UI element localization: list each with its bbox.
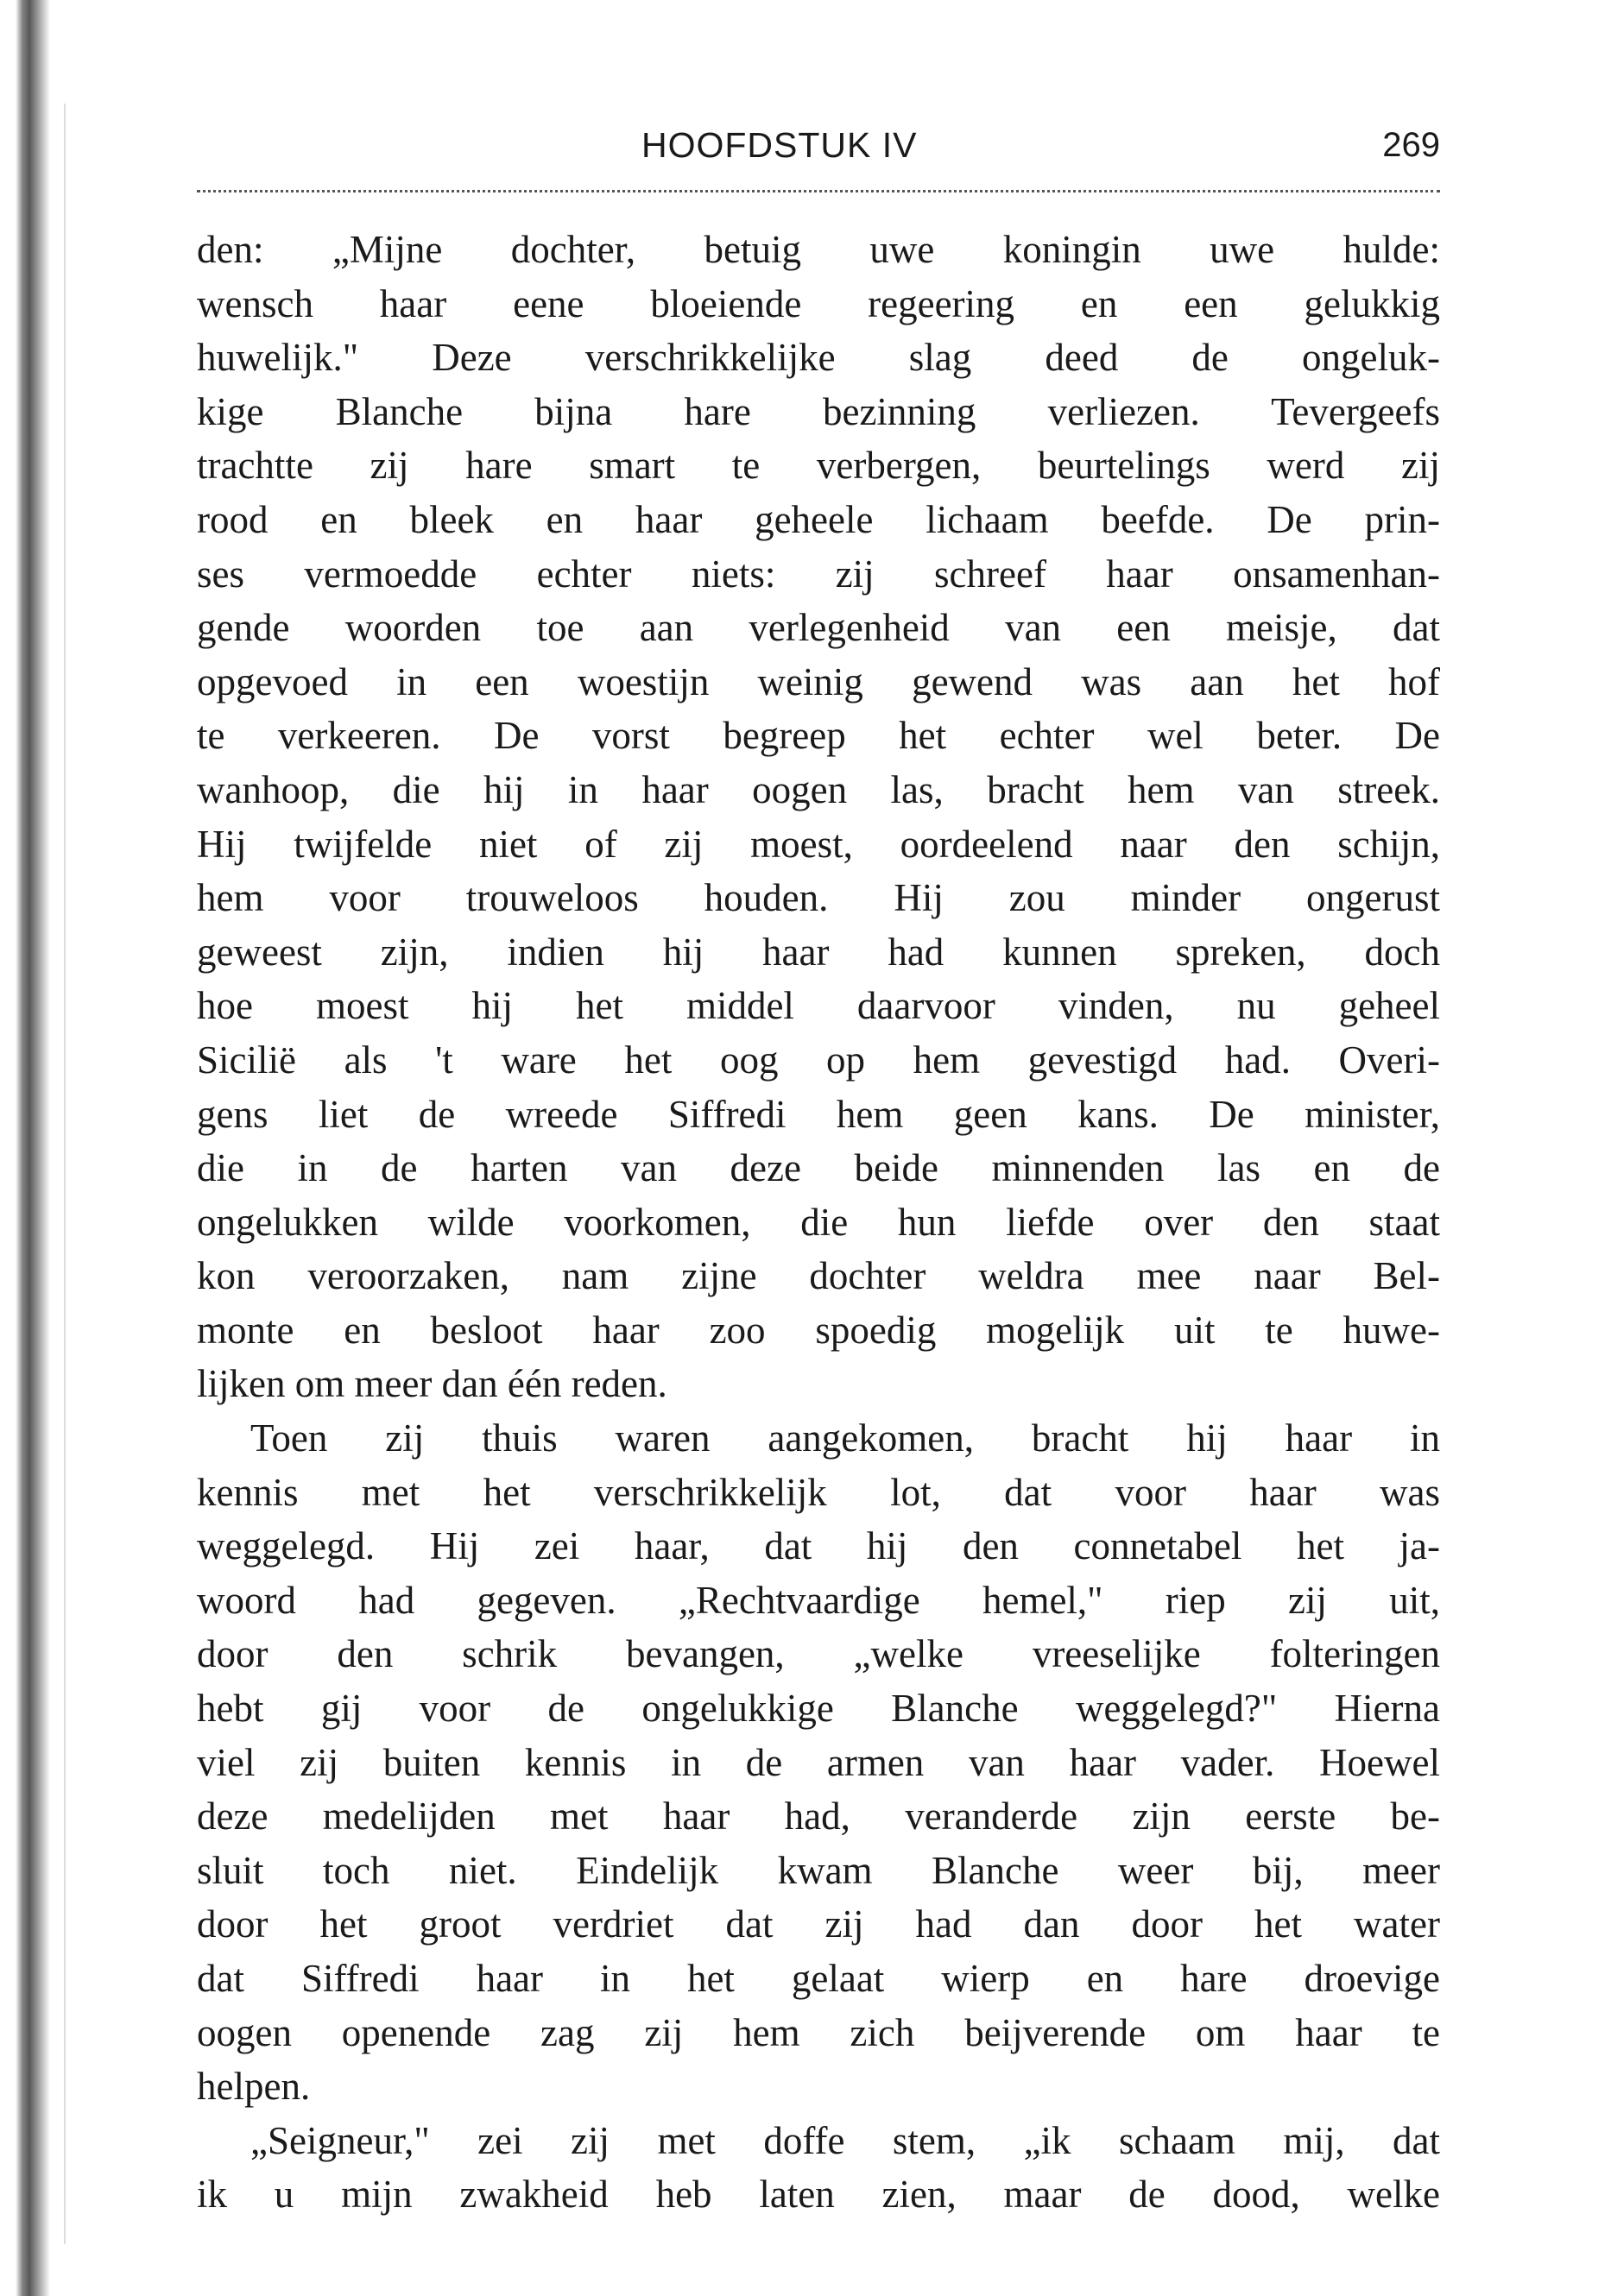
text-line: ongelukken wilde voorkomen, die hun liefde over den staat bbox=[197, 1200, 1440, 1244]
text-line: kige Blanche bijna hare bezinning verliezen. Tevergeefs bbox=[197, 389, 1440, 433]
text-line: hem voor trouweloos houden. Hij zou minder ongerust bbox=[197, 876, 1440, 920]
text-line: sluit toch niet. Eindelijk kwam Blanche weer bij, meer bbox=[197, 1848, 1440, 1892]
text-line: die in de harten van deze beide minnenden las en de bbox=[197, 1146, 1440, 1190]
text-line: opgevoed in een woestijn weinig gewend was aan het hof bbox=[197, 659, 1440, 703]
text-line: gens liet de wreede Siffredi hem geen kans. De minister, bbox=[197, 1092, 1440, 1136]
paragraph-end-line: helpen. bbox=[197, 2065, 311, 2109]
text-line: kon veroorzaken, nam zijne dochter weldra mee naar Bel- bbox=[197, 1254, 1440, 1298]
text-line: Hij twijfelde niet of zij moest, oordeelend naar den schijn, bbox=[197, 822, 1440, 866]
text-line: trachtte zij hare smart te verbergen, beurtelings werd zij bbox=[197, 444, 1440, 488]
page-header bbox=[197, 119, 1440, 180]
text-line: oogen openende zag zij hem zich beijverende om haar te bbox=[197, 2010, 1440, 2054]
text-line: te verkeeren. De vorst begreep het echter wel beter. De bbox=[197, 714, 1440, 758]
paragraph-start-line: Toen zij thuis waren aangekomen, bracht hij haar in bbox=[250, 1416, 1440, 1460]
text-line: door het groot verdriet dat zij had dan door het water bbox=[197, 1902, 1440, 1946]
text-line: ik u mijn zwakheid heb laten zien, maar de dood, welke bbox=[197, 2173, 1440, 2217]
text-line: wanhoop, die hij in haar oogen las, bracht hem van streek. bbox=[197, 767, 1440, 811]
text-line: hoe moest hij het middel daarvoor vinden, nu geheel bbox=[197, 984, 1440, 1028]
text-line: deze medelijden met haar had, veranderde zijn eerste be- bbox=[197, 1795, 1440, 1839]
page-number: 269 bbox=[1382, 126, 1440, 164]
header-rule bbox=[197, 190, 1440, 192]
text-line: huwelijk." Deze verschrikkelijke slag deed de ongeluk- bbox=[197, 336, 1440, 380]
running-head: HOOFDSTUK IV bbox=[641, 125, 918, 165]
text-line: wensch haar eene bloeiende regeering en een gelukkig bbox=[197, 281, 1440, 325]
paragraph-start-line: „Seigneur," zei zij met doffe stem, „ik schaam mij, dat bbox=[250, 2118, 1440, 2162]
text-line: viel zij buiten kennis in de armen van haar vader. Hoewel bbox=[197, 1740, 1440, 1784]
text-line: woord had gegeven. „Rechtvaardige hemel," riep zij uit, bbox=[197, 1578, 1440, 1622]
text-line: hebt gij voor de ongelukkige Blanche weggelegd?" Hierna bbox=[197, 1687, 1440, 1731]
binding-shadow bbox=[0, 0, 50, 2296]
page-edge-line bbox=[64, 104, 66, 2244]
text-line: rood en bleek en haar geheele lichaam beefde. De prin- bbox=[197, 497, 1440, 541]
text-line: door den schrik bevangen, „welke vreeselijke folteringen bbox=[197, 1632, 1440, 1676]
text-line: gende woorden toe aan verlegenheid van een meisje, dat bbox=[197, 606, 1440, 650]
text-line: den: „Mijne dochter, betuig uwe koningin uwe hulde: bbox=[197, 228, 1440, 271]
text-line: kennis met het verschrikkelijk lot, dat voor haar was bbox=[197, 1470, 1440, 1514]
text-line: weggelegd. Hij zei haar, dat hij den connetabel het ja- bbox=[197, 1524, 1440, 1568]
text-line: dat Siffredi haar in het gelaat wierp en hare droevige bbox=[197, 1957, 1440, 2000]
text-line: monte en besloot haar zoo spoedig mogelijk uit te huwe- bbox=[197, 1308, 1440, 1352]
body-text bbox=[197, 223, 1440, 2222]
text-line: geweest zijn, indien hij haar had kunnen spreken, doch bbox=[197, 930, 1440, 974]
text-line: ses vermoedde echter niets: zij schreef haar onsamenhan- bbox=[197, 552, 1440, 596]
text-line: Sicilië als 't ware het oog op hem gevestigd had. Overi- bbox=[197, 1038, 1440, 1082]
paragraph-end-line: lijken om meer dan één reden. bbox=[197, 1362, 667, 1406]
